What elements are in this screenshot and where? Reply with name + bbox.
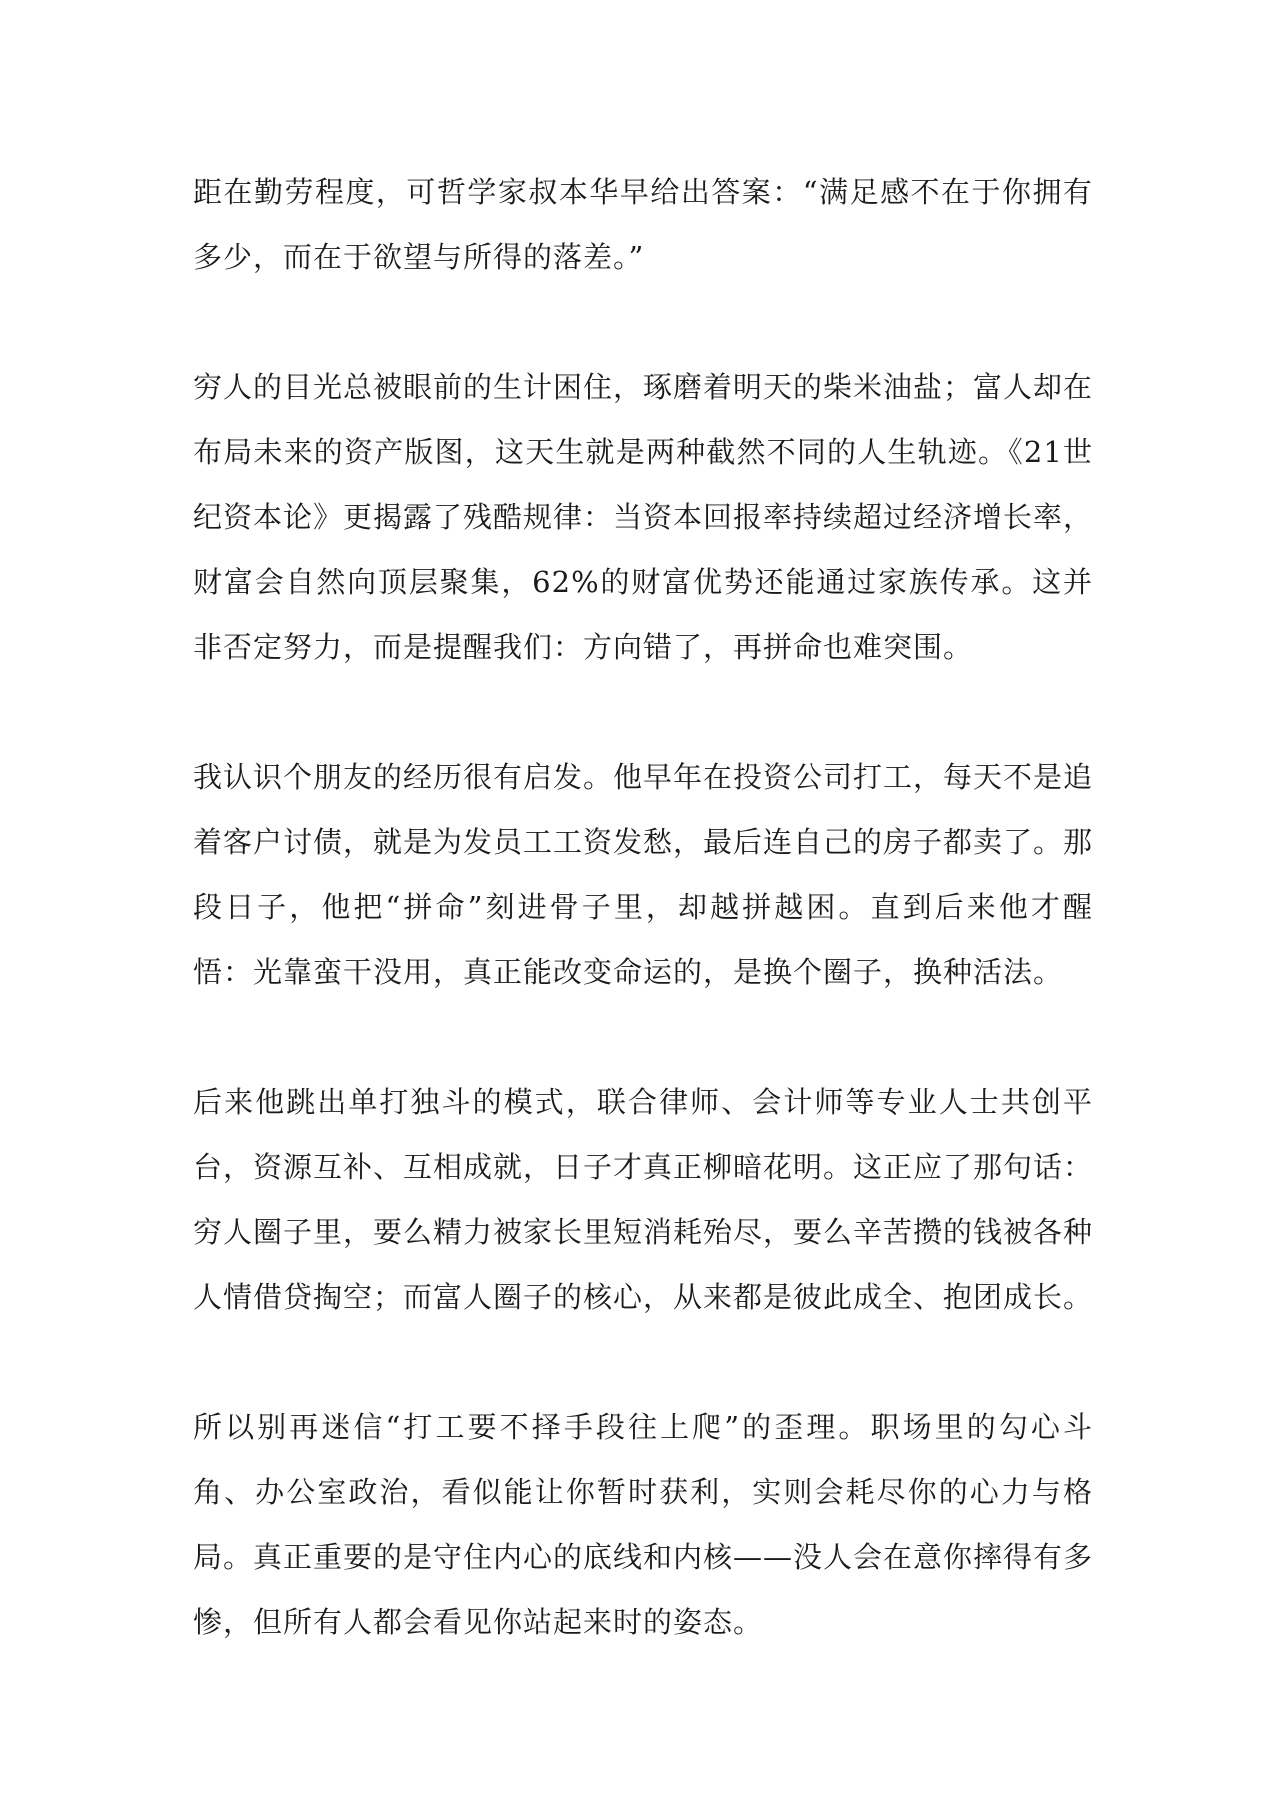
paragraph-5: 所以别再迷信“打工要不择手段往上爬”的歪理。职场里的勾心斗角、办公室政治，看似能让你暂时获利，实则会耗尽你的心力与格局。真正重要的是守住内心的底线和内核——没人会在意你摔得有多惨，但所有人都会看见你站起来时的姿态。 xyxy=(193,1410,1094,1639)
paragraph-4: 后来他跳出单打独斗的模式，联合律师、会计师等专业人士共创平台，资源互补、互相成就，日子才真正柳暗花明。这正应了那句话：穷人圈子里，要么精力被家长里短消耗殆尽，要么辛苦攒的钱被各种人情借贷掏空；而富人圈子的核心，从来都是彼此成全、抱团成长。 xyxy=(193,1085,1094,1314)
document-body xyxy=(193,160,1093,1655)
paragraph-1: 距在勤劳程度，可哲学家叔本华早给出答案：“满足感不在于你拥有多少，而在于欲望与所得的落差。” xyxy=(193,175,1093,274)
paragraph-2: 穷人的目光总被眼前的生计困住，琢磨着明天的柴米油盐；富人却在布局未来的资产版图，这天生就是两种截然不同的人生轨迹。《21世纪资本论》更揭露了残酷规律：当资本回报率持续超过经济增长率，财富会自然向顶层聚集，62%的财富优势还能通过家族传承。这并非否定努力，而是提醒我们：方向错了，再拼命也难突围。 xyxy=(193,370,1094,664)
paragraph-3: 我认识个朋友的经历很有启发。他早年在投资公司打工，每天不是追着客户讨债，就是为发员工工资发愁，最后连自己的房子都卖了。那段日子，他把“拼命”刻进骨子里，却越拼越困。直到后来他才醒悟：光靠蛮干没用，真正能改变命运的，是换个圈子，换种活法。 xyxy=(193,760,1094,989)
